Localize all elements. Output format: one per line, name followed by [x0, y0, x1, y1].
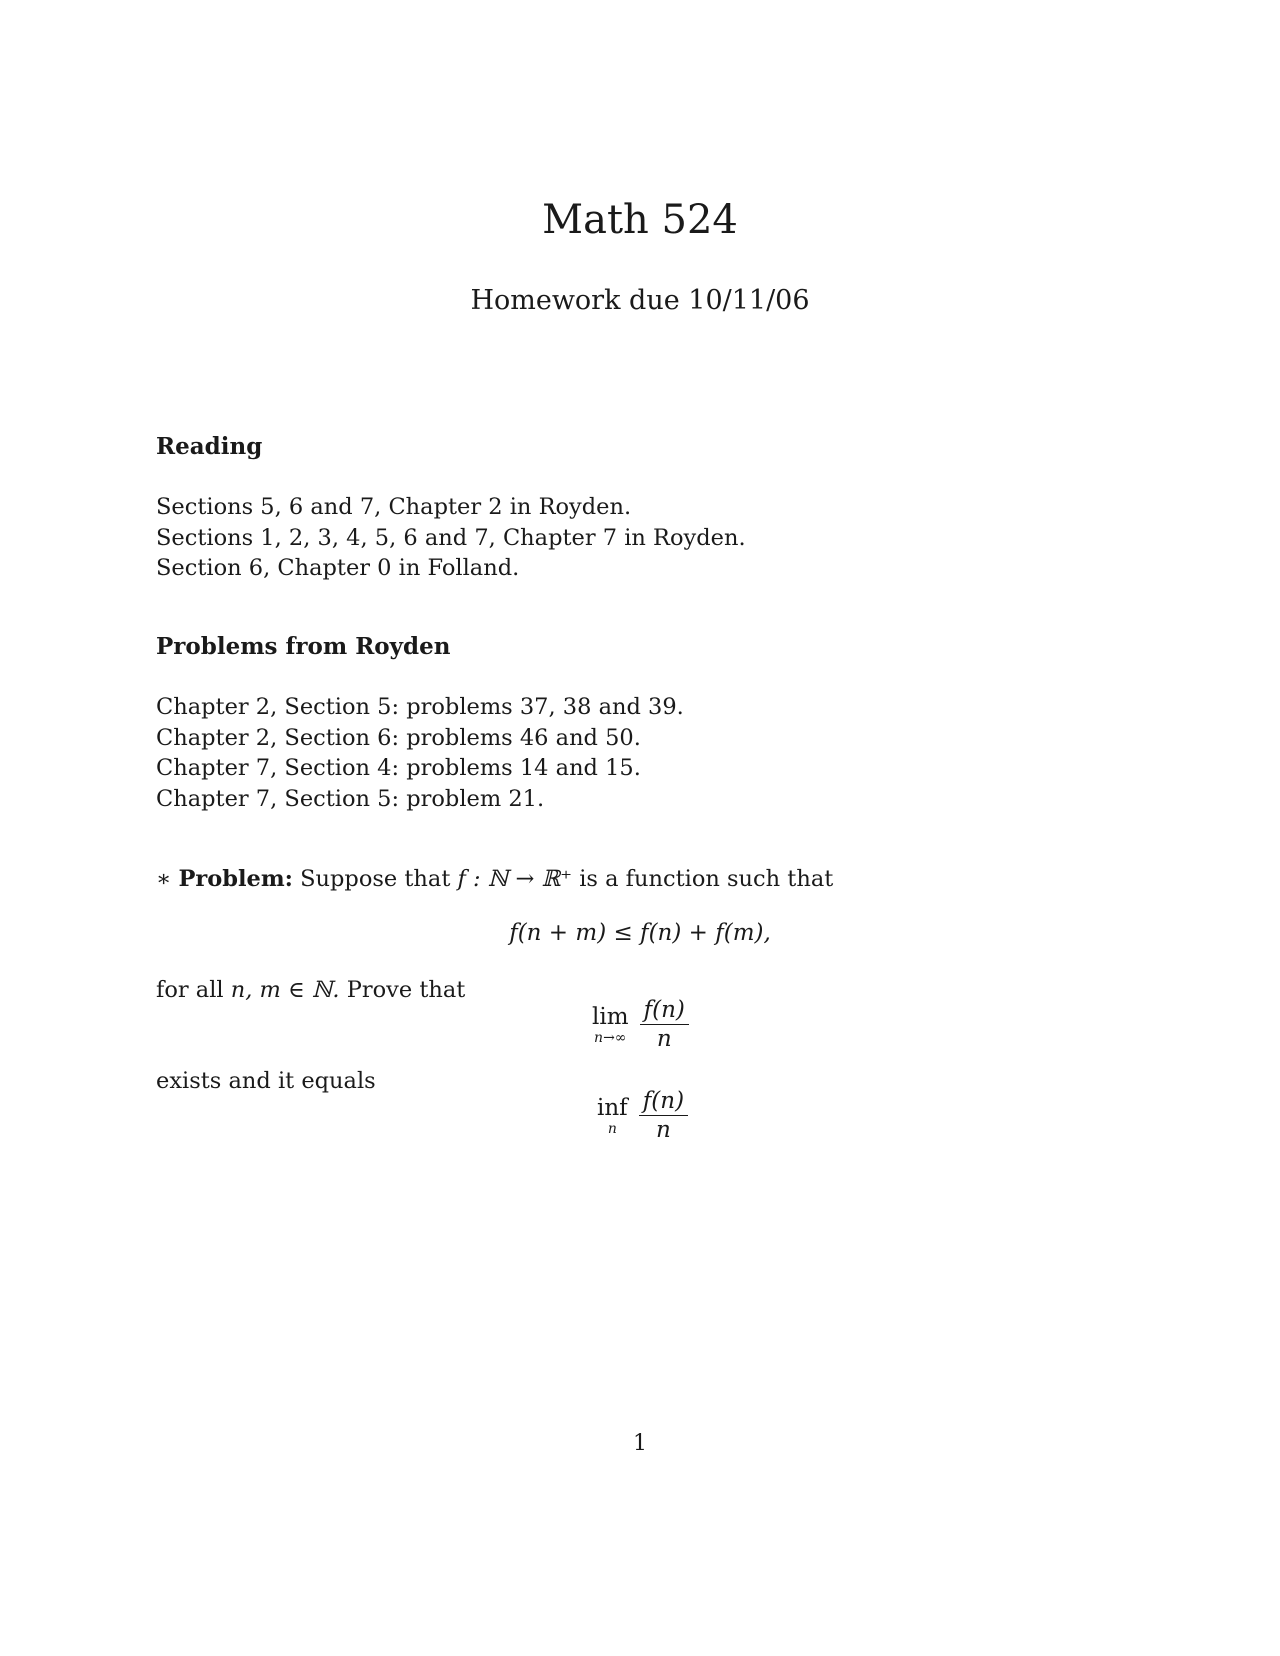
problem-statement [156, 864, 833, 894]
page-number: 1 [633, 1431, 647, 1456]
page-subtitle: Homework due 10/11/06 [470, 285, 810, 316]
inf-subscript: n [607, 1120, 617, 1137]
problem-intro-tail: is a function such that [579, 866, 834, 892]
subadditivity-inequality: f(n + m) ≤ f(n) + f(m), [509, 920, 771, 946]
limit-expression [592, 996, 689, 1053]
prove-text: Prove that [346, 977, 466, 1003]
fraction-denominator: n [656, 1026, 672, 1052]
function-expression: f : ℕ → ℝ⁺ [457, 866, 573, 892]
problem-line: Chapter 7, Section 5: problem 21. [156, 785, 545, 812]
problem-line: Chapter 7, Section 4: problems 14 and 15. [156, 755, 641, 781]
problems-heading: Problems from Royden [156, 633, 451, 660]
fraction-numerator: f(n) [643, 997, 685, 1023]
exists-text: exists and it equals [156, 1068, 376, 1094]
problem-intro: Suppose that [300, 866, 451, 892]
for-all-vars: n, m ∈ ℕ. [230, 977, 340, 1003]
problems-list [156, 692, 684, 814]
reading-list [156, 492, 746, 584]
reading-heading: Reading [156, 433, 263, 460]
limit-operator [592, 1004, 629, 1046]
reading-line: Sections 5, 6 and 7, Chapter 2 in Royden. [156, 494, 632, 520]
limit-fraction [640, 996, 689, 1053]
inf-text: inf [597, 1094, 628, 1121]
for-all-line [156, 975, 465, 1005]
for-all-text: for all [156, 977, 224, 1003]
star-marker: ∗ [156, 866, 172, 892]
reading-line: Section 6, Chapter 0 in Folland. [156, 555, 520, 581]
lim-subscript: n→∞ [594, 1029, 627, 1046]
inf-fraction [639, 1087, 688, 1144]
problem-line: Chapter 2, Section 5: problems 37, 38 and 39. [156, 694, 684, 720]
reading-line: Sections 1, 2, 3, 4, 5, 6 and 7, Chapter 7 in Royden. [156, 524, 746, 551]
infimum-expression [597, 1087, 688, 1144]
inf-operator [597, 1095, 628, 1137]
fraction-numerator: f(n) [642, 1088, 685, 1114]
problem-line: Chapter 2, Section 6: problems 46 and 50. [156, 724, 641, 751]
fraction-denominator: n [656, 1117, 671, 1143]
lim-text: lim [592, 1003, 629, 1030]
page-title: Math 524 [542, 197, 738, 243]
problem-label: Problem: [178, 866, 293, 892]
